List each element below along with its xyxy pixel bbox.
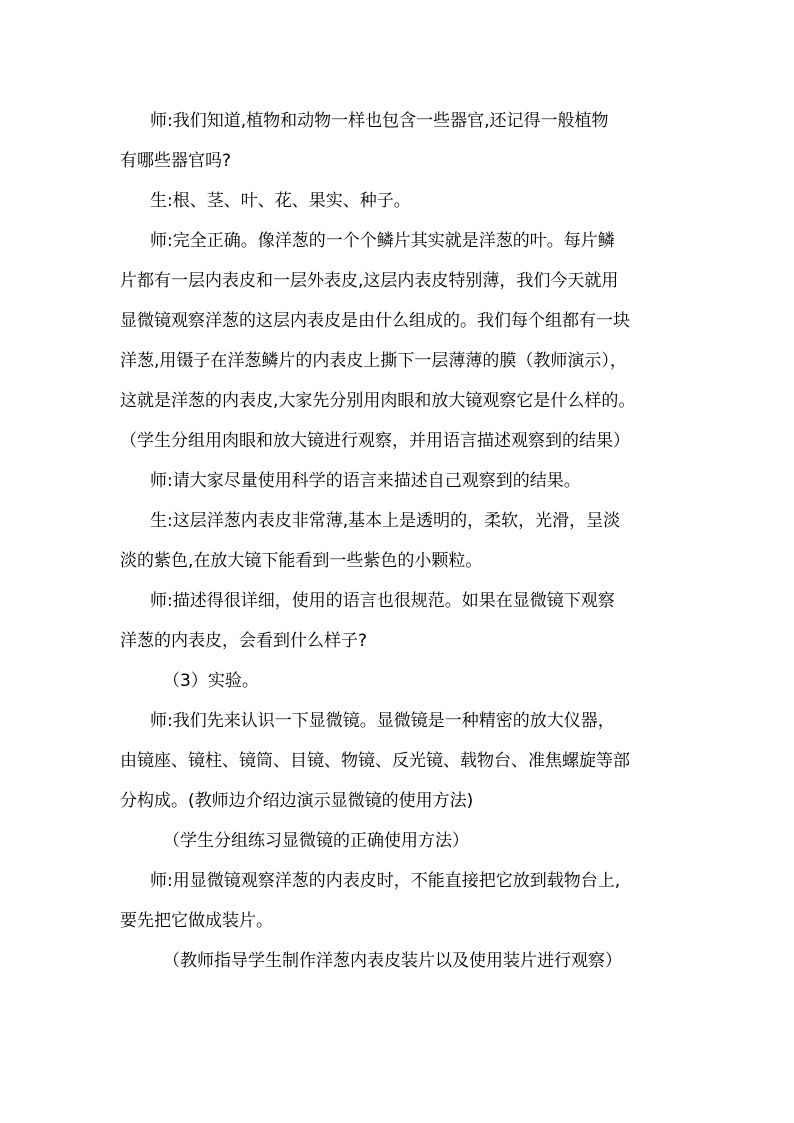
text-line: 分构成。(教师边介绍边演示显微镜的使用方法) bbox=[120, 791, 474, 811]
text-line: 师:我们先来认识一下显微镜。显微镜是一种精密的放大仪器， bbox=[150, 711, 615, 731]
text-line: 由镜座、镜柱、镜筒、目镜、物镜、反光镜、载物台、准焦螺旋等部 bbox=[120, 751, 630, 771]
text-line: 片都有一层内表皮和一层外表皮,这层内表皮特别薄，我们今天就用 bbox=[120, 271, 619, 291]
text-line: 师:我们知道,植物和动物一样也包含一些器官,还记得一般植物 bbox=[150, 111, 609, 131]
text-line: （学生分组用肉眼和放大镜进行观察，并用语言描述观察到的结果） bbox=[120, 431, 630, 451]
text-line: 洋葱的内表皮，会看到什么样子? bbox=[120, 631, 368, 651]
text-line: 师:完全正确。像洋葱的一个个鳞片其实就是洋葱的叶。每片鳞 bbox=[150, 231, 615, 251]
text-line: 师:用显微镜观察洋葱的内表皮时，不能直接把它放到载物台上, bbox=[150, 871, 621, 891]
text-line: 师:请大家尽量使用科学的语言来描述自己观察到的结果。 bbox=[150, 471, 581, 491]
text-line: 生:根、茎、叶、花、果实、种子。 bbox=[150, 191, 411, 211]
text-line: （3）实验。 bbox=[163, 671, 259, 691]
text-line: 显微镜观察洋葱的这层内表皮是由什么组成的。我们每个组都有一块 bbox=[120, 311, 630, 331]
text-line: 生:这层洋葱内表皮非常薄,基本上是透明的，柔软，光滑，呈淡 bbox=[150, 511, 621, 531]
text-line: （学生分组练习显微镜的正确使用方法） bbox=[163, 831, 469, 851]
text-line: 有哪些器官吗? bbox=[120, 151, 232, 171]
text-line: 师:描述得很详细，使用的语言也很规范。如果在显微镜下观察 bbox=[150, 591, 615, 611]
text-line: （教师指导学生制作洋葱内表皮装片以及使用装片进行观察） bbox=[163, 951, 622, 971]
text-line: 要先把它做成装片。 bbox=[120, 911, 273, 931]
text-line: 这就是洋葱的内表皮,大家先分别用肉眼和放大镜观察它是什么样的。 bbox=[120, 391, 636, 411]
text-line: 淡的紫色,在放大镜下能看到一些紫色的小颗粒。 bbox=[120, 551, 483, 571]
text-line: 洋葱,用镊子在洋葱鳞片的内表皮上撕下一层薄薄的膜（教师演示）， bbox=[120, 351, 627, 371]
